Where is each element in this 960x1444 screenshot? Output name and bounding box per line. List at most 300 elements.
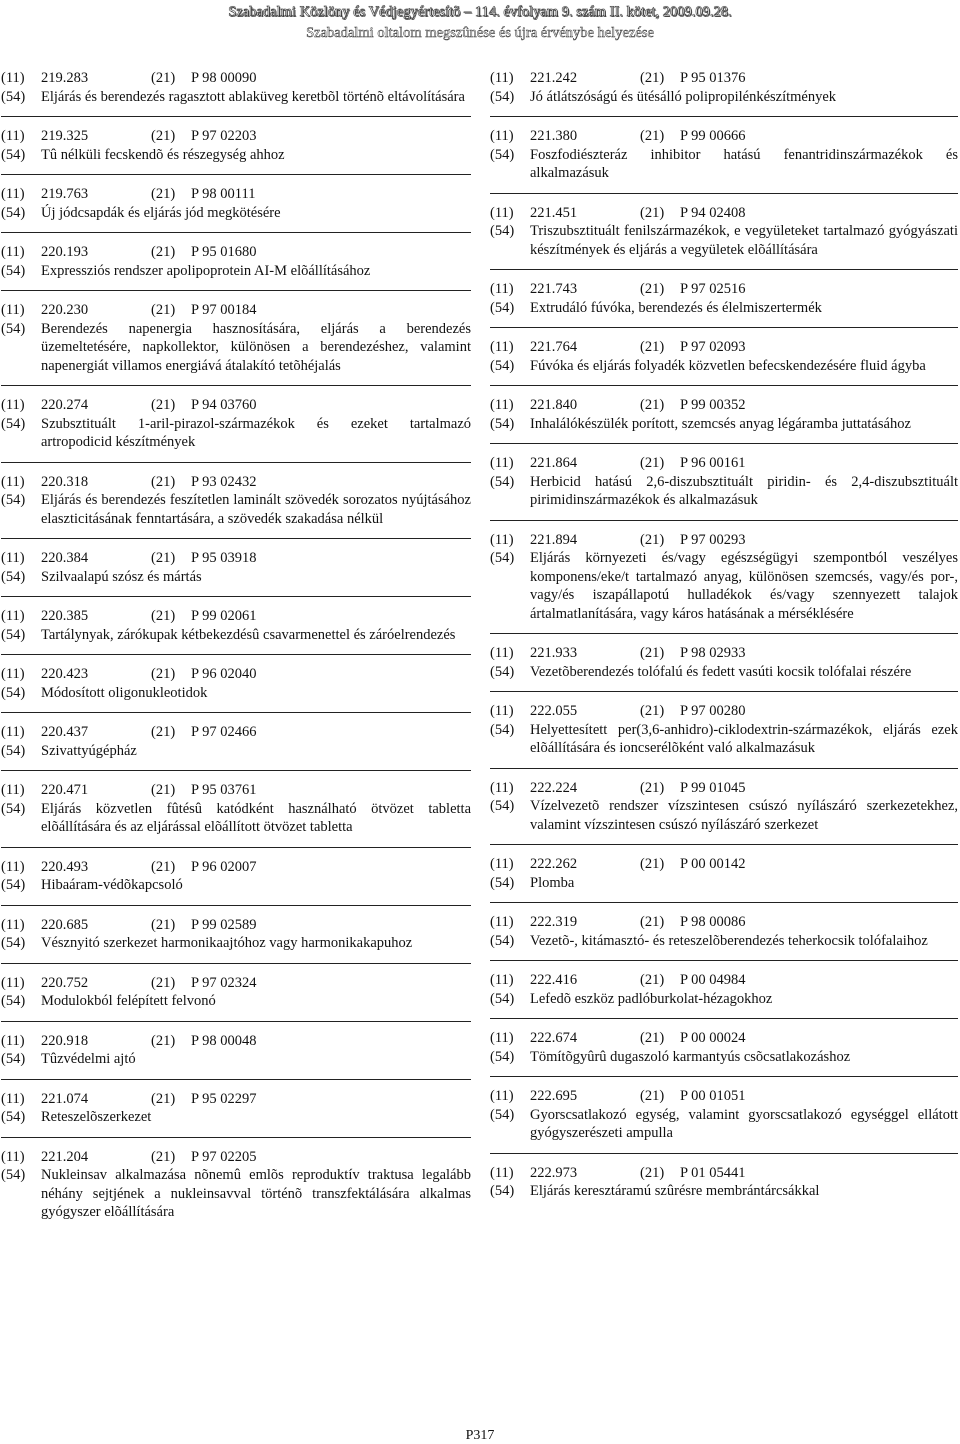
patent-number: 222.416	[530, 972, 578, 988]
patent-title-row	[490, 222, 958, 259]
application-number: P 97 02466	[191, 724, 257, 740]
inid-code-21: (21)	[640, 703, 665, 719]
application-number: P 97 02324	[191, 974, 257, 991]
patent-title-row	[490, 549, 958, 623]
patent-entry	[490, 327, 958, 375]
inid-code-11: (11)	[490, 455, 514, 471]
patent-title: Reteszelõszerkezet	[41, 1109, 152, 1125]
patent-title-row	[490, 874, 958, 893]
patent-title: Modulokból felépített felvonó	[41, 993, 216, 1009]
inid-code-21: (21)	[151, 724, 176, 740]
application-number: P 97 02205	[191, 1148, 257, 1165]
patent-entry	[1, 963, 471, 1011]
inid-code-21: (21)	[640, 1030, 665, 1046]
inid-code-54: (54)	[1, 993, 26, 1009]
patent-entry	[1, 654, 471, 702]
application-number: P 99 02061	[191, 608, 257, 624]
inid-code-11: (11)	[1, 858, 25, 875]
patent-title: Extrudáló fúvóka, berendezés és élelmiszertermék	[530, 299, 822, 316]
patent-number-row	[490, 779, 958, 798]
inid-code-11: (11)	[1, 1032, 25, 1049]
inid-code-21: (21)	[151, 666, 176, 682]
patent-number: 222.262	[530, 856, 578, 872]
inid-code-54: (54)	[1, 415, 26, 432]
patent-entry	[490, 269, 958, 317]
patent-number: 220.437	[41, 724, 89, 740]
patent-number-row	[490, 971, 958, 990]
inid-code-54: (54)	[1, 742, 26, 759]
inid-code-11: (11)	[1, 302, 25, 318]
patent-entry	[1, 596, 471, 644]
patent-entry	[490, 69, 958, 106]
patent-entry	[490, 691, 958, 758]
patent-number: 222.695	[530, 1088, 578, 1104]
patent-number-row	[1, 69, 471, 88]
inid-code-54: (54)	[490, 415, 515, 432]
patent-number: 221.743	[530, 281, 578, 297]
inid-code-21: (21)	[151, 128, 176, 144]
application-number: P 96 02040	[191, 666, 257, 682]
patent-title-row	[1, 568, 471, 587]
inid-code-54: (54)	[1, 935, 26, 951]
application-number: P 97 02516	[680, 281, 746, 297]
patent-entry	[1, 712, 471, 760]
inid-code-54: (54)	[1, 492, 26, 508]
patent-number: 220.493	[41, 858, 89, 875]
application-number: P 93 02432	[191, 473, 257, 490]
patent-entry	[1, 232, 471, 280]
patent-number: 220.385	[41, 608, 89, 624]
patent-entry	[1, 174, 471, 222]
patent-title: Eljárás közvetlen fûtésû katódként használható ötvözet tabletta elõállítására és az eljárással elõállított ötvözet tabletta	[41, 800, 471, 835]
patent-title: Vezetõberendezés tolófalú és fedett vasúti kocsik tolófalai részére	[530, 663, 912, 680]
patent-number-row	[490, 127, 958, 146]
patent-title: Gyorscsatlakozó egység, valamint gyorscsatlakozó egységgel ellátott gyógyszerészeti ampulla	[530, 1106, 958, 1141]
inid-code-11: (11)	[490, 281, 514, 297]
inid-code-21: (21)	[151, 244, 176, 260]
inid-code-21: (21)	[640, 455, 665, 471]
inid-code-54: (54)	[1, 877, 26, 893]
inid-code-11: (11)	[1, 473, 25, 490]
patent-title: Tömítõgyûrû dugaszoló karmantyús csõcsatlakozáshoz	[530, 1048, 851, 1065]
application-number: P 99 00352	[680, 397, 746, 413]
application-number: P 00 04984	[680, 972, 746, 988]
application-number: P 94 02408	[680, 204, 746, 221]
inid-code-11: (11)	[490, 972, 514, 988]
inid-code-11: (11)	[1, 244, 25, 260]
patent-title-row	[1, 320, 471, 376]
inid-code-54: (54)	[490, 223, 515, 239]
application-number: P 99 00666	[680, 128, 746, 144]
patent-number: 221.074	[41, 1090, 89, 1107]
application-number: P 98 00086	[680, 914, 746, 930]
patent-title-row	[1, 1050, 471, 1069]
patent-number: 220.918	[41, 1032, 89, 1049]
patent-entry	[490, 443, 958, 510]
inid-code-21: (21)	[151, 916, 176, 933]
patent-number-row	[490, 1029, 958, 1048]
patent-title: Eljárás és berendezés feszítetlen laminált szövedék sorozatos nyújtásához elaszticitásának fenntartására, a szövedék szakadása nélkül	[41, 492, 471, 527]
patent-number: 220.685	[41, 916, 89, 933]
inid-code-54: (54)	[490, 1183, 515, 1199]
patent-number: 220.318	[41, 473, 89, 490]
patent-entry	[1, 1079, 471, 1127]
page-number: P317	[465, 1428, 495, 1443]
application-number: P 01 05441	[680, 1164, 746, 1181]
patent-number: 221.451	[530, 204, 578, 221]
inid-code-11: (11)	[490, 70, 514, 86]
inid-code-21: (21)	[640, 856, 665, 872]
inid-code-11: (11)	[490, 339, 514, 355]
patent-title-row	[1, 992, 471, 1011]
patent-number-row	[490, 644, 958, 663]
patent-entry	[1, 905, 471, 953]
patent-number: 220.752	[41, 974, 89, 991]
inid-code-21: (21)	[640, 128, 665, 144]
inid-code-21: (21)	[151, 70, 176, 86]
patent-title: Inhalálókészülék porított, szemcsés anyag légáramba juttatásához	[530, 415, 911, 432]
patent-number-row	[490, 69, 958, 88]
inid-code-11: (11)	[490, 204, 514, 221]
patent-title: Triszubsztituált fenilszármazékok, e vegyületeket tartalmazó gyógyászati készítmények és eljárás a vegyületek elõállítására	[530, 223, 958, 258]
patent-title-row	[490, 146, 958, 183]
application-number: P 98 02933	[680, 645, 746, 661]
patent-title-row	[1, 684, 471, 703]
inid-code-11: (11)	[1, 186, 25, 202]
inid-code-54: (54)	[490, 663, 515, 680]
inid-code-54: (54)	[490, 88, 515, 105]
inid-code-11: (11)	[490, 128, 514, 144]
patent-title-row	[490, 415, 958, 434]
patent-number: 220.230	[41, 302, 89, 318]
inid-code-21: (21)	[151, 1090, 176, 1107]
inid-code-21: (21)	[151, 858, 176, 875]
application-number: P 97 02203	[191, 128, 257, 144]
inid-code-21: (21)	[151, 186, 176, 202]
inid-code-11: (11)	[1, 916, 25, 933]
patent-entry	[1, 770, 471, 837]
patent-entry	[490, 385, 958, 433]
patent-number: 221.894	[530, 531, 578, 548]
left-column	[1, 69, 471, 1222]
patent-number-row	[490, 855, 958, 874]
patent-title: Lefedõ eszköz padlóburkolat-hézagokhoz	[530, 990, 773, 1007]
patent-number: 220.384	[41, 550, 89, 566]
application-number: P 95 01680	[191, 244, 257, 260]
patent-number-row	[490, 1087, 958, 1106]
patent-title: Eljárás keresztáramú szûrésre membrántárcsákkal	[530, 1183, 820, 1199]
patent-number-row	[1, 301, 471, 320]
inid-code-11: (11)	[490, 1088, 514, 1104]
page-header	[0, 0, 960, 50]
patent-number: 219.763	[41, 186, 89, 202]
inid-code-21: (21)	[640, 914, 665, 930]
patent-entry	[490, 768, 958, 835]
patent-entry	[1, 69, 471, 106]
patent-number-row	[490, 1164, 958, 1183]
patent-title: Szilvaalapú szósz és mártás	[41, 568, 202, 585]
patent-number: 220.471	[41, 782, 89, 798]
inid-code-21: (21)	[640, 1164, 665, 1181]
patent-title: Eljárás környezeti és/vagy egészségügyi szempontból veszélyes komponens/eke/t tartalmazó anyag, különösen szemcsés, vagy/és por-, vagy/és iszapállapotú hulladékok és/vagy szennyezett talajok ártalmatlanítására, vagy káros hatásának a mérséklésére	[530, 550, 958, 622]
inid-code-54: (54)	[1, 262, 26, 279]
inid-code-54: (54)	[1, 320, 26, 337]
patent-number: 220.274	[41, 397, 89, 413]
patent-number: 222.674	[530, 1030, 578, 1046]
patent-title: Plomba	[530, 874, 575, 891]
inid-code-21: (21)	[640, 204, 665, 221]
patent-number: 220.423	[41, 666, 89, 682]
patent-entry	[1, 1021, 471, 1069]
patent-title-row	[490, 797, 958, 834]
patent-title: Vésznyitó szerkezet harmonikaajtóhoz vagy harmonikakapuhoz	[41, 935, 413, 951]
inid-code-11: (11)	[490, 914, 514, 930]
inid-code-21: (21)	[151, 302, 176, 318]
application-number: P 95 02297	[191, 1090, 257, 1107]
inid-code-11: (11)	[1, 1090, 25, 1107]
patent-title: Szivattyúgépház	[41, 742, 137, 759]
patent-number: 222.319	[530, 914, 578, 930]
patent-number-row	[1, 1032, 471, 1051]
section-title: Szabadalmi oltalom megszûnése és újra érvénybe helyezése	[306, 25, 654, 41]
inid-code-11: (11)	[1, 397, 25, 413]
application-number: P 96 02007	[191, 858, 257, 875]
inid-code-54: (54)	[490, 1048, 515, 1065]
patent-title: Nukleinsav alkalmazása nõnemû emlõs reproduktív traktusa legalább néhány sejtjének a nukleinsavval történõ transzfektálására alkalmas gyógyszer elõállítására	[41, 1167, 471, 1220]
inid-code-54: (54)	[490, 1106, 515, 1123]
inid-code-21: (21)	[151, 473, 176, 490]
inid-code-21: (21)	[151, 1032, 176, 1049]
patent-title: Hibaáram-védõkapcsoló	[41, 877, 183, 893]
inid-code-54: (54)	[1, 1167, 26, 1183]
patent-title-row	[1, 1108, 471, 1127]
patent-entry	[490, 1018, 958, 1066]
inid-code-21: (21)	[640, 1088, 665, 1104]
inid-code-11: (11)	[490, 703, 514, 719]
patent-title-row	[490, 1048, 958, 1067]
patent-number: 221.933	[530, 645, 578, 661]
patent-entry	[490, 1153, 958, 1201]
patent-number: 222.973	[530, 1164, 578, 1181]
inid-code-54: (54)	[1, 204, 26, 221]
inid-code-11: (11)	[1, 782, 25, 798]
application-number: P 00 01051	[680, 1088, 746, 1104]
patent-number: 222.055	[530, 703, 578, 719]
right-column	[490, 69, 958, 1201]
application-number: P 97 00280	[680, 703, 746, 719]
inid-code-21: (21)	[151, 782, 176, 798]
patent-number-row	[1, 549, 471, 568]
inid-code-11: (11)	[490, 1030, 514, 1046]
patent-title-row	[1, 1166, 471, 1222]
inid-code-11: (11)	[490, 645, 514, 661]
patent-number-row	[490, 338, 958, 357]
patent-number-row	[490, 913, 958, 932]
inid-code-54: (54)	[1, 1109, 26, 1125]
patent-number-row	[490, 396, 958, 415]
inid-code-11: (11)	[490, 1164, 514, 1181]
inid-code-21: (21)	[151, 608, 176, 624]
application-number: P 97 02093	[680, 339, 746, 355]
patent-title-row	[490, 1106, 958, 1143]
inid-code-11: (11)	[1, 550, 25, 566]
patent-number-row	[490, 204, 958, 223]
inid-code-11: (11)	[1, 724, 25, 740]
inid-code-11: (11)	[490, 531, 514, 548]
patent-number-row	[490, 702, 958, 721]
application-number: P 97 00293	[680, 531, 746, 548]
inid-code-21: (21)	[151, 974, 176, 991]
patent-title-row	[490, 357, 958, 376]
patent-number: 219.283	[41, 70, 89, 86]
inid-code-21: (21)	[640, 531, 665, 548]
patent-title-row	[490, 932, 958, 951]
inid-code-54: (54)	[490, 550, 515, 566]
journal-title: Szabadalmi Közlöny és Védjegyértesítõ – 114. évfolyam 9. szám II. kötet, 2009.09.28.	[228, 4, 732, 20]
patent-title: Vezetõ-, kitámasztó- és reteszelõberendezés teherkocsik tolófalaihoz	[530, 932, 928, 949]
patent-title-row	[1, 876, 471, 895]
application-number: P 97 00184	[191, 302, 257, 318]
inid-code-54: (54)	[1, 568, 26, 585]
patent-title-row	[1, 626, 471, 645]
inid-code-54: (54)	[1, 1051, 26, 1067]
inid-code-54: (54)	[1, 684, 26, 701]
patent-title-row	[490, 663, 958, 682]
patent-title-row	[490, 299, 958, 318]
inid-code-54: (54)	[1, 800, 26, 817]
patent-entry	[1, 290, 471, 375]
patent-title: Vízelvezetõ rendszer vízszintesen csúszó nyílászáró szerkezetekhez, valamint vízszintesen csúszó nyílászáró szerkezet	[530, 798, 958, 833]
application-number: P 95 03918	[191, 550, 257, 566]
patent-title-row	[1, 491, 471, 528]
patent-entry	[490, 116, 958, 183]
patent-entry	[490, 193, 958, 260]
patent-title: Helyettesített per(3,6-anhidro)-ciklodextrin-származékok, eljárás ezek elõállítására és ioncserélõként való alkalmazásuk	[530, 721, 958, 756]
patent-title: Herbicid hatású 2,6-diszubsztituált piridin- és 2,4-diszubsztituált pirimidinszármazékok és alkalmazásuk	[530, 473, 958, 508]
patent-number: 221.242	[530, 70, 578, 86]
inid-code-21: (21)	[640, 70, 665, 86]
patent-number: 222.224	[530, 779, 578, 796]
patent-title-row	[490, 721, 958, 758]
patent-title: Foszfodiészteráz inhibitor hatású fenantridinszármazékok és alkalmazásuk	[530, 146, 958, 181]
patent-number-row	[1, 1148, 471, 1167]
application-number: P 99 01045	[680, 779, 746, 796]
inid-code-21: (21)	[151, 550, 176, 566]
patent-entry	[1, 847, 471, 895]
patent-number: 221.380	[530, 128, 578, 144]
application-number: P 96 00161	[680, 455, 746, 471]
inid-code-11: (11)	[490, 779, 514, 796]
patent-title: Tûzvédelmi ajtó	[41, 1051, 136, 1067]
patent-number-row	[1, 127, 471, 146]
patent-number-row	[1, 607, 471, 626]
application-number: P 98 00048	[191, 1032, 257, 1049]
inid-code-54: (54)	[490, 798, 515, 814]
patent-number: 220.193	[41, 244, 89, 260]
patent-entry	[490, 844, 958, 892]
patent-number-row	[1, 1090, 471, 1109]
inid-code-21: (21)	[640, 645, 665, 661]
inid-code-54: (54)	[490, 990, 515, 1007]
inid-code-21: (21)	[640, 972, 665, 988]
inid-code-54: (54)	[490, 299, 515, 316]
application-number: P 95 01376	[680, 70, 746, 86]
patent-number-row	[1, 916, 471, 935]
inid-code-11: (11)	[1, 608, 25, 624]
inid-code-54: (54)	[490, 932, 515, 949]
inid-code-21: (21)	[640, 397, 665, 413]
patent-entry	[490, 520, 958, 624]
patent-title-row	[1, 742, 471, 761]
application-number: P 98 00090	[191, 70, 257, 86]
patent-title-row	[1, 800, 471, 837]
inid-code-21: (21)	[151, 397, 176, 413]
inid-code-54: (54)	[490, 473, 515, 490]
application-number: P 95 03761	[191, 782, 257, 798]
patent-title: Eljárás és berendezés ragasztott ablaküveg keretbõl történõ eltávolítására	[41, 88, 465, 105]
inid-code-11: (11)	[1, 666, 25, 682]
patent-entry	[490, 960, 958, 1008]
inid-code-21: (21)	[640, 281, 665, 297]
patent-number-row	[1, 185, 471, 204]
patent-title: Új jódcsapdák és eljárás jód megkötésére	[41, 204, 281, 221]
inid-code-11: (11)	[1, 128, 25, 144]
patent-title-row	[490, 1182, 958, 1201]
patent-number-row	[1, 396, 471, 415]
application-number: P 98 00111	[191, 186, 256, 202]
patent-number-row	[1, 858, 471, 877]
patent-number-row	[1, 243, 471, 262]
patent-title-row	[1, 934, 471, 953]
patent-number-row	[1, 781, 471, 800]
inid-code-11: (11)	[1, 70, 25, 86]
patent-number-row	[1, 723, 471, 742]
patent-title: Expressziós rendszer apolipoprotein AI-M elõállításához	[41, 262, 371, 279]
patent-number: 221.864	[530, 455, 578, 471]
inid-code-54: (54)	[490, 146, 515, 163]
application-number: P 00 00024	[680, 1030, 746, 1046]
patent-number-row	[490, 531, 958, 550]
patent-entry	[490, 1076, 958, 1143]
patent-entry	[1, 538, 471, 586]
inid-code-11: (11)	[1, 1148, 25, 1165]
patent-title: Tartálynyak, zárókupak kétbekezdésû csavarmenettel és záróelrendezés	[41, 626, 456, 643]
inid-code-21: (21)	[151, 1148, 176, 1165]
inid-code-54: (54)	[490, 357, 515, 374]
inid-code-54: (54)	[1, 88, 26, 105]
inid-code-21: (21)	[640, 339, 665, 355]
patent-title-row	[490, 473, 958, 510]
inid-code-54: (54)	[1, 626, 26, 643]
patent-number: 221.764	[530, 339, 578, 355]
inid-code-54: (54)	[490, 874, 515, 891]
patent-number-row	[490, 280, 958, 299]
patent-entry	[1, 385, 471, 452]
patent-entry	[1, 116, 471, 164]
patent-number: 219.325	[41, 128, 89, 144]
patent-number-row	[1, 974, 471, 993]
patent-title-row	[490, 88, 958, 107]
patent-entry	[1, 462, 471, 529]
patent-entry	[1, 1137, 471, 1222]
patent-title: Szubsztituált 1-aril-pirazol-származékok és ezeket tartalmazó artropodicid készítmények	[41, 415, 471, 450]
patent-number: 221.840	[530, 397, 578, 413]
inid-code-11: (11)	[490, 856, 514, 872]
inid-code-11: (11)	[1, 974, 25, 991]
patent-title: Jó átlátszóságú és ütésálló polipropilénkészítmények	[530, 88, 837, 105]
application-number: P 94 03760	[191, 397, 257, 413]
patent-number: 221.204	[41, 1148, 89, 1165]
